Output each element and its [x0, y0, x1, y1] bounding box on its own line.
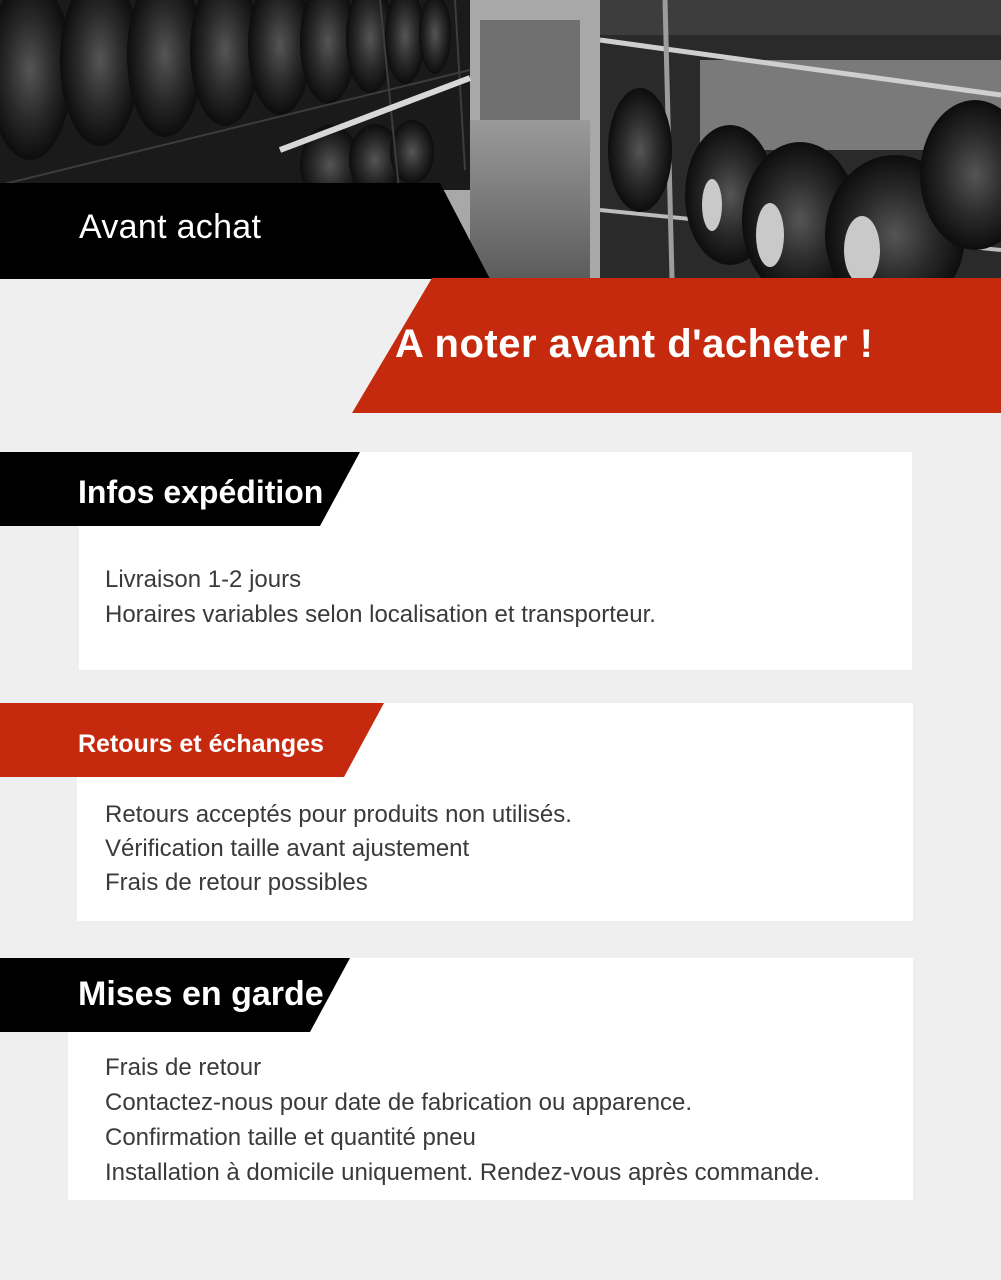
list-item: Vérification taille avant ajustement [105, 835, 470, 862]
list-item: Frais de retour [105, 1054, 262, 1081]
list-item: Frais de retour possibles [105, 869, 368, 896]
warnings-title: Mises en garde [78, 975, 324, 1013]
list-item: Contactez-nous pour date de fabrication ou apparence. [105, 1089, 693, 1116]
shipping-info-lines [105, 562, 656, 632]
warnings-lines [105, 1050, 820, 1190]
list-item: Livraison 1-2 jours [105, 566, 302, 593]
returns-lines [105, 798, 572, 900]
list-item: Retours acceptés pour produits non utilisés. [105, 801, 572, 828]
list-item: Horaires variables selon localisation et transporteur. [105, 601, 656, 628]
list-item: Installation à domicile uniquement. Rendez-vous après commande. [105, 1159, 821, 1186]
returns-title: Retours et échanges [78, 730, 324, 758]
hero-tab-label: Avant achat [79, 208, 262, 246]
list-item: Confirmation taille et quantité pneu [105, 1124, 476, 1151]
headline-text: A noter avant d'acheter ! [395, 322, 874, 366]
shipping-info-title: Infos expédition [78, 474, 324, 510]
